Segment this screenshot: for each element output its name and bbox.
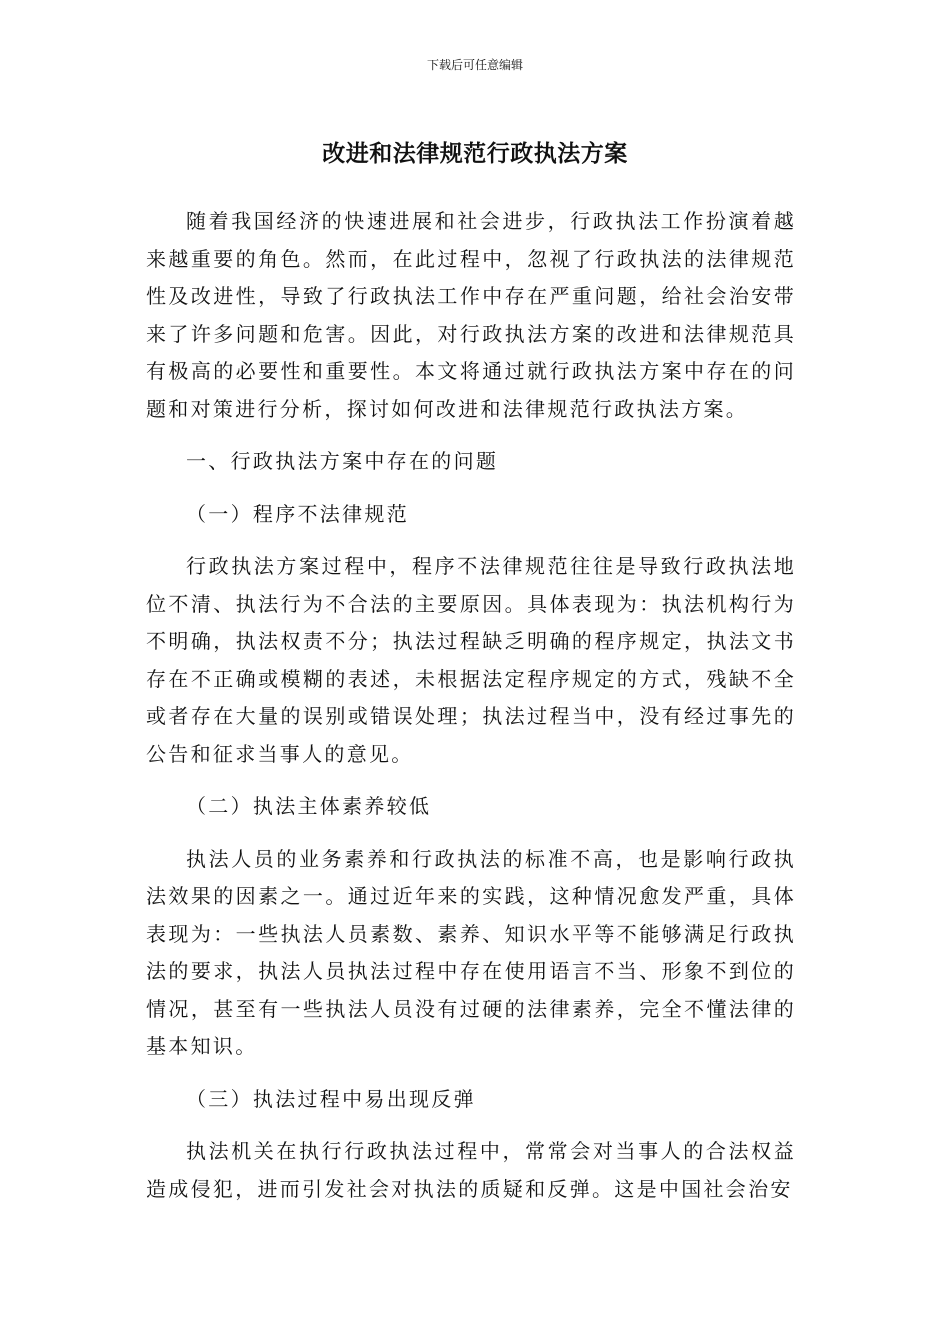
paragraph-procedure: 行政执法方案过程中，程序不法律规范往往是导致行政执法地位不清、执法行为不合法的主要原因。具体表现为：执法机构行为不明确，执法权责不分；执法过程缺乏明确的程序规定，执法文书存在不正确或模糊的表述，未根据法定程序规定的方式，残缺不全或者存在大量的误别或错误处理；执法过程当中，没有经过事先的公告和征求当事人的意见。 [146,554,796,766]
document-title: 改进和法律规范行政执法方案 [322,141,628,167]
paragraph-quality: 执法人员的业务素养和行政执法的标准不高，也是影响行政执法效果的因素之一。通过近年来的实践，这种情况愈发严重，具体表现为：一些执法人员素数、素养、知识水平等不能够满足行政执法的要求，执法人员执法过程中存在使用语言不当、形象不到位的情况，甚至有一些执法人员没有过硬的法律素养，完全不懂法律的基本知识。 [146,846,796,1058]
document-body [146,203,796,1208]
subsection-heading-2: （二）执法主体素养较低 [186,794,432,818]
intro-paragraph: 随着我国经济的快速进展和社会进步，行政执法工作扮演着越来越重要的角色。然而，在此过程中，忽视了行政执法的法律规范性及改进性，导致了行政执法工作中存在严重问题，给社会治安带来了许多问题和危害。因此，对行政执法方案的改进和法律规范具有极高的必要性和重要性。本文将通过就行政执法方案中存在的问题和对策进行分析，探讨如何改进和法律规范行政执法方案。 [146,209,796,421]
subsection-heading-1: （一）程序不法律规范 [186,501,409,526]
page-header-note: 下载后可任意编辑 [426,58,523,72]
section-heading-1: 一、行政执法方案中存在的问题 [186,449,499,473]
paragraph-backlash: 执法机关在执行行政执法过程中，常常会对当事人的合法权益造成侵犯，进而引发社会对执法的质疑和反弹。这是中国社会治安 [146,1139,796,1201]
subsection-heading-3: （三）执法过程中易出现反弹 [186,1086,476,1111]
